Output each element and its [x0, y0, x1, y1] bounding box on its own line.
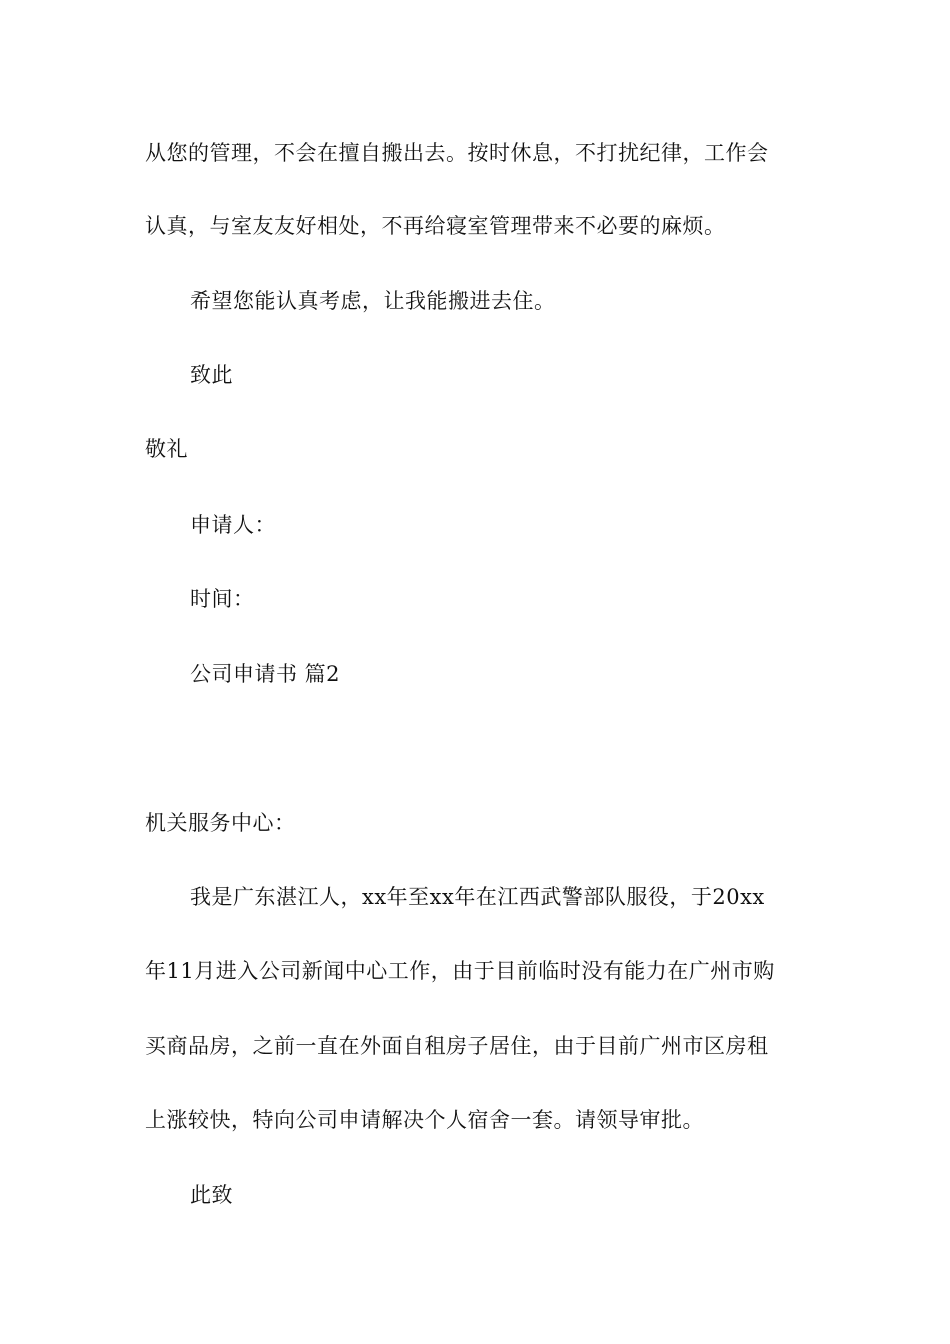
- paragraph-line: 买商品房，之前一直在外面自租房子居住，由于目前广州市区房租: [145, 1034, 769, 1058]
- recipient-line: 机关服务中心：: [145, 811, 296, 835]
- paragraph-line: 年11月进入公司新闻中心工作，由于目前临时没有能力在广州市购: [145, 959, 775, 983]
- date-label: 时间：: [190, 587, 255, 611]
- closing-line: 此致: [190, 1183, 233, 1207]
- paragraph-line: 认真，与室友友好相处，不再给寝室管理带来不必要的麻烦。: [145, 214, 726, 238]
- paragraph-line: 上涨较快，特向公司申请解决个人宿舍一套。请领导审批。: [145, 1108, 704, 1132]
- paragraph-line: 我是广东湛江人，xx年至xx年在江西武警部队服役，于20xx: [190, 885, 765, 909]
- paragraph-line: 希望您能认真考虑，让我能搬进去住。: [190, 289, 556, 313]
- paragraph-line: 从您的管理，不会在擅自搬出去。按时休息，不打扰纪律，工作会: [145, 141, 769, 165]
- closing-line: 致此: [190, 363, 233, 387]
- section-heading: 公司申请书 篇2: [190, 662, 341, 686]
- applicant-label: 申请人：: [190, 513, 276, 537]
- salutation: 敬礼: [145, 437, 188, 461]
